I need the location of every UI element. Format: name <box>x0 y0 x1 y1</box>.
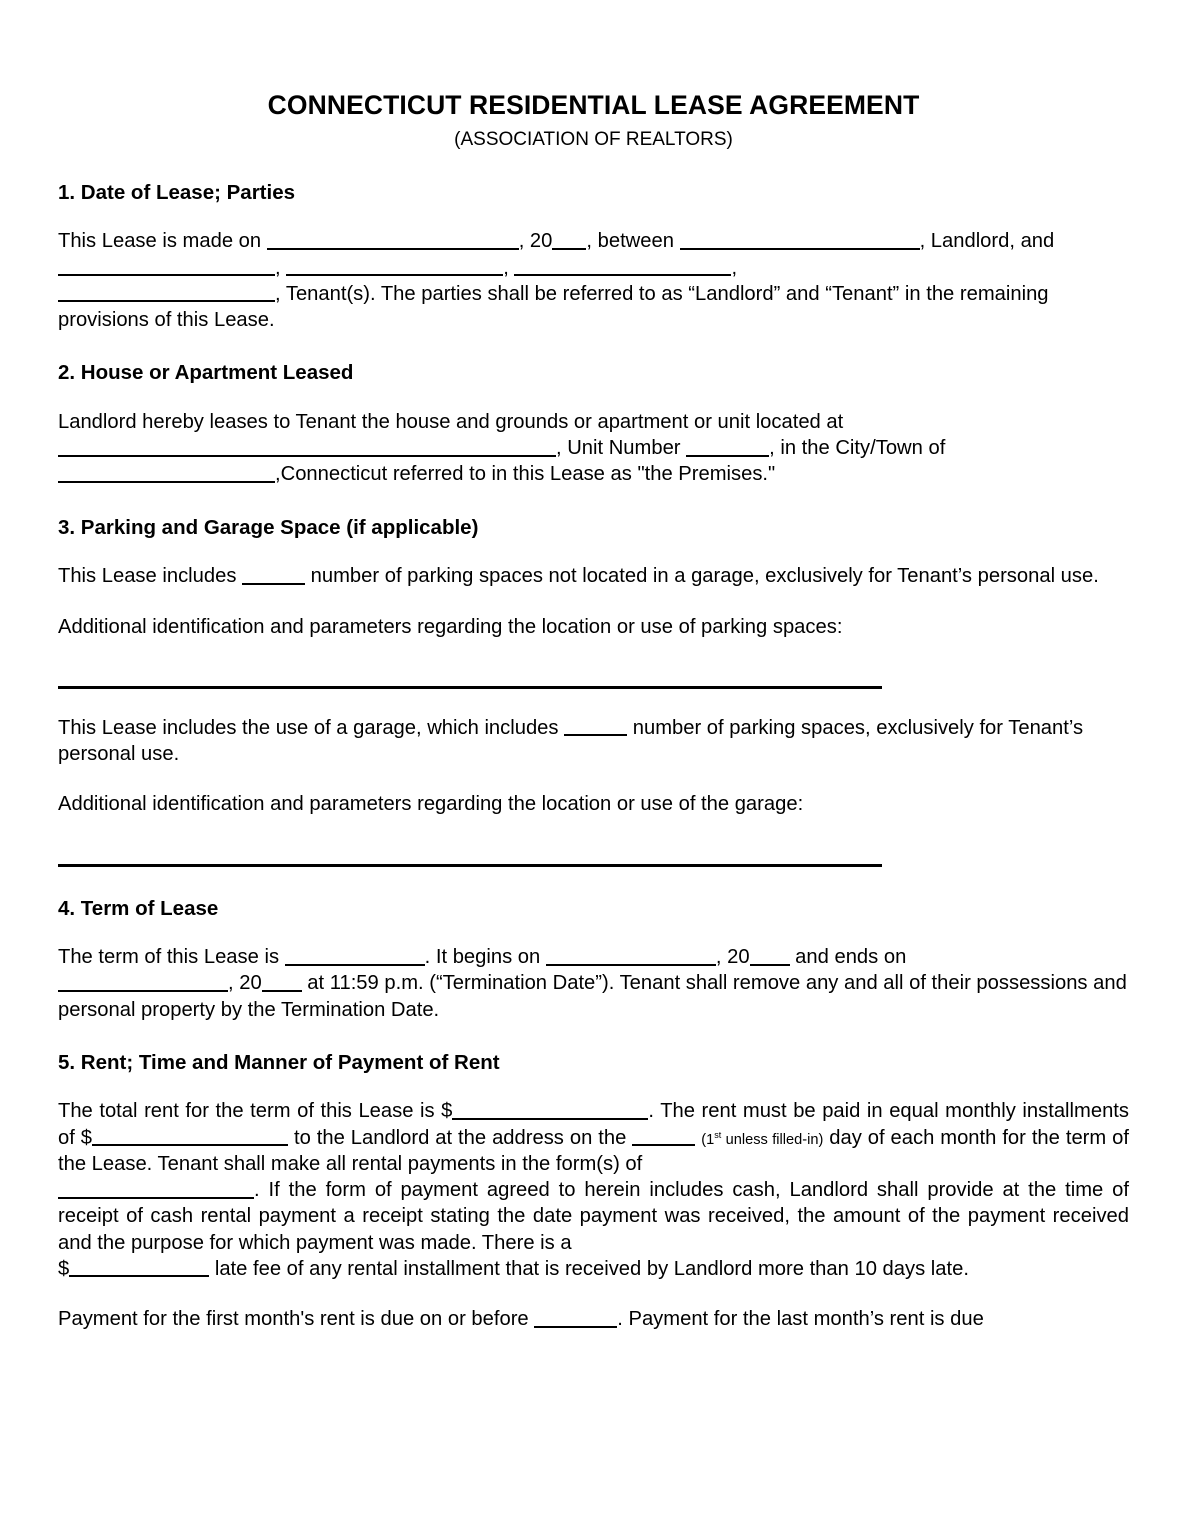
spacer <box>58 767 1129 791</box>
total-rent-blank[interactable] <box>452 1099 648 1120</box>
lease-term-blank[interactable] <box>285 945 425 966</box>
lease-begin-date-blank[interactable] <box>546 945 716 966</box>
payment-day-blank[interactable] <box>632 1126 695 1147</box>
s4-text-6: at 11:59 p.m. (“Termination Date”). Tenant shall remove any and all of their possessions and personal property by the Termination Date. <box>58 972 1127 1021</box>
late-fee-blank[interactable] <box>69 1257 209 1278</box>
s5-text-3: to the Landlord at the address on the <box>293 1126 627 1149</box>
garage-spaces-count-blank[interactable] <box>564 716 627 737</box>
note-prefix: (1 <box>701 1131 715 1148</box>
payment-day-note <box>701 1129 824 1148</box>
tenant-1-blank[interactable] <box>58 255 275 276</box>
section-3-heading: 3. Parking and Garage Space (if applicable) <box>58 515 479 539</box>
s4-text-5: , 20 <box>228 972 262 995</box>
section-2-heading: 2. House or Apartment Leased <box>58 361 354 385</box>
s5-text-6: . If the form of payment agreed to herein includes cash, Landlord shall provide at the time of receipt of cash rental payment a receipt stating the date payment was received, the amount of the payment received and the purpose for which payment was made. There is a <box>58 1179 1129 1254</box>
s5-text-2: . The rent must be paid in equal monthly installments of $ <box>58 1100 1129 1149</box>
s4-text-2: . It begins on <box>424 946 541 969</box>
spacer <box>58 590 1129 614</box>
lease-end-date-blank[interactable] <box>58 971 228 992</box>
spacer <box>58 540 1129 563</box>
section-1-body <box>58 228 1129 333</box>
page-title: CONNECTICUT RESIDENTIAL LEASE AGREEMENT <box>267 90 920 120</box>
s3-text-6: Additional identification and parameters regarding the location or use of the garage: <box>58 793 804 816</box>
lease-end-year-blank[interactable] <box>262 971 302 992</box>
s5-text-7: $ <box>58 1257 70 1280</box>
s2-text-3: , in the City/Town of <box>769 437 946 460</box>
s5-text-1: The total rent for the term of this Lease is $ <box>58 1100 453 1123</box>
first-month-due-date-blank[interactable] <box>534 1307 617 1328</box>
s1-text-6: , <box>275 256 281 279</box>
section-5-body <box>58 1098 1129 1282</box>
spacer <box>58 205 1129 228</box>
unit-number-blank[interactable] <box>686 436 769 457</box>
lease-date-blank[interactable] <box>267 229 519 250</box>
s2-text-2: , Unit Number <box>556 437 681 460</box>
s2-text-4: ,Connecticut referred to in this Lease as "the Premises." <box>275 463 776 486</box>
s3-text-2: number of parking spaces not located in a garage, exclusively for Tenant’s personal use. <box>310 565 1099 588</box>
monthly-installment-blank[interactable] <box>92 1126 288 1147</box>
note-ordinal-suffix: st <box>714 1129 722 1140</box>
spacer <box>58 488 1129 516</box>
spacer <box>58 689 1129 715</box>
section-5-first-month-body <box>58 1306 1129 1332</box>
spacer <box>58 150 1129 181</box>
payment-form-blank[interactable] <box>58 1178 254 1199</box>
spacer <box>58 386 1129 409</box>
section-3-garage-note-label <box>58 791 1129 817</box>
lease-year-blank[interactable] <box>552 229 586 250</box>
s5-text-9a: Payment for the first month's rent is due on or before <box>58 1308 529 1331</box>
section-4-body <box>58 944 1129 1023</box>
s2-text-1: Landlord hereby leases to Tenant the house and grounds or apartment or unit located at <box>58 410 844 433</box>
section-2-body <box>58 409 1129 488</box>
s1-text-5: and <box>1020 230 1055 253</box>
s1-text-7: , <box>503 256 509 279</box>
s1-text-9: , Tenant(s). The parties shall be referred to as “Landlord” and “Tenant” in the remaining provisions of this Lease. <box>58 282 1049 332</box>
tenant-2-blank[interactable] <box>286 255 503 276</box>
premises-address-blank[interactable] <box>58 436 556 457</box>
section-5-heading: 5. Rent; Time and Manner of Payment of Rent <box>58 1050 500 1074</box>
s1-text-8: , <box>731 256 738 279</box>
spacer <box>58 921 1129 944</box>
section-3-parking-body <box>58 563 1129 589</box>
tenant-4-blank[interactable] <box>58 282 275 303</box>
note-suffix: unless filled-in) <box>721 1131 824 1148</box>
s4-text-3: , 20 <box>715 946 750 969</box>
lease-begin-year-blank[interactable] <box>750 945 790 966</box>
spacer <box>58 1023 1129 1051</box>
s1-text-1: This Lease is made on <box>58 230 262 253</box>
s1-text-3: , between <box>586 230 674 253</box>
landlord-name-blank[interactable] <box>680 229 920 250</box>
s3-text-5: number of parking spaces, exclusively for Tenant’s personal use. <box>58 716 1084 766</box>
city-town-blank[interactable] <box>58 462 275 483</box>
spacer <box>58 640 1129 686</box>
section-1-heading: 1. Date of Lease; Parties <box>58 180 295 204</box>
spacer <box>58 333 1129 361</box>
tenant-3-blank[interactable] <box>514 255 731 276</box>
section-4-heading: 4. Term of Lease <box>58 896 219 920</box>
spacer <box>58 867 1129 897</box>
s1-text-4: , Landlord, <box>919 230 1015 253</box>
s4-text-4: and ends on <box>795 946 907 969</box>
spacer <box>58 818 1129 864</box>
section-3-garage-body <box>58 715 1129 768</box>
s1-text-2: , 20 <box>518 230 553 253</box>
s5-text-9b: . Payment for the last month’s rent is due <box>617 1308 984 1331</box>
page-subtitle: (ASSOCIATION OF REALTORS) <box>454 128 733 150</box>
s5-text-8: late fee of any rental installment that is received by Landlord more than 10 days late. <box>214 1257 969 1280</box>
spacer <box>58 1075 1129 1098</box>
s3-text-4: This Lease includes the use of a garage, which includes <box>58 716 559 739</box>
s5-text-5: day of each month for the term of the Lease. Tenant shall make all rental payments in the form(s) of <box>58 1126 1129 1175</box>
s3-text-1: This Lease includes <box>58 565 237 588</box>
spacer <box>58 1282 1129 1306</box>
parking-spaces-count-blank[interactable] <box>242 564 305 585</box>
section-3-parking-note-label <box>58 614 1129 640</box>
s3-text-3: Additional identification and parameters regarding the location or use of parking spaces: <box>58 615 843 638</box>
s4-text-1: The term of this Lease is <box>58 946 280 969</box>
